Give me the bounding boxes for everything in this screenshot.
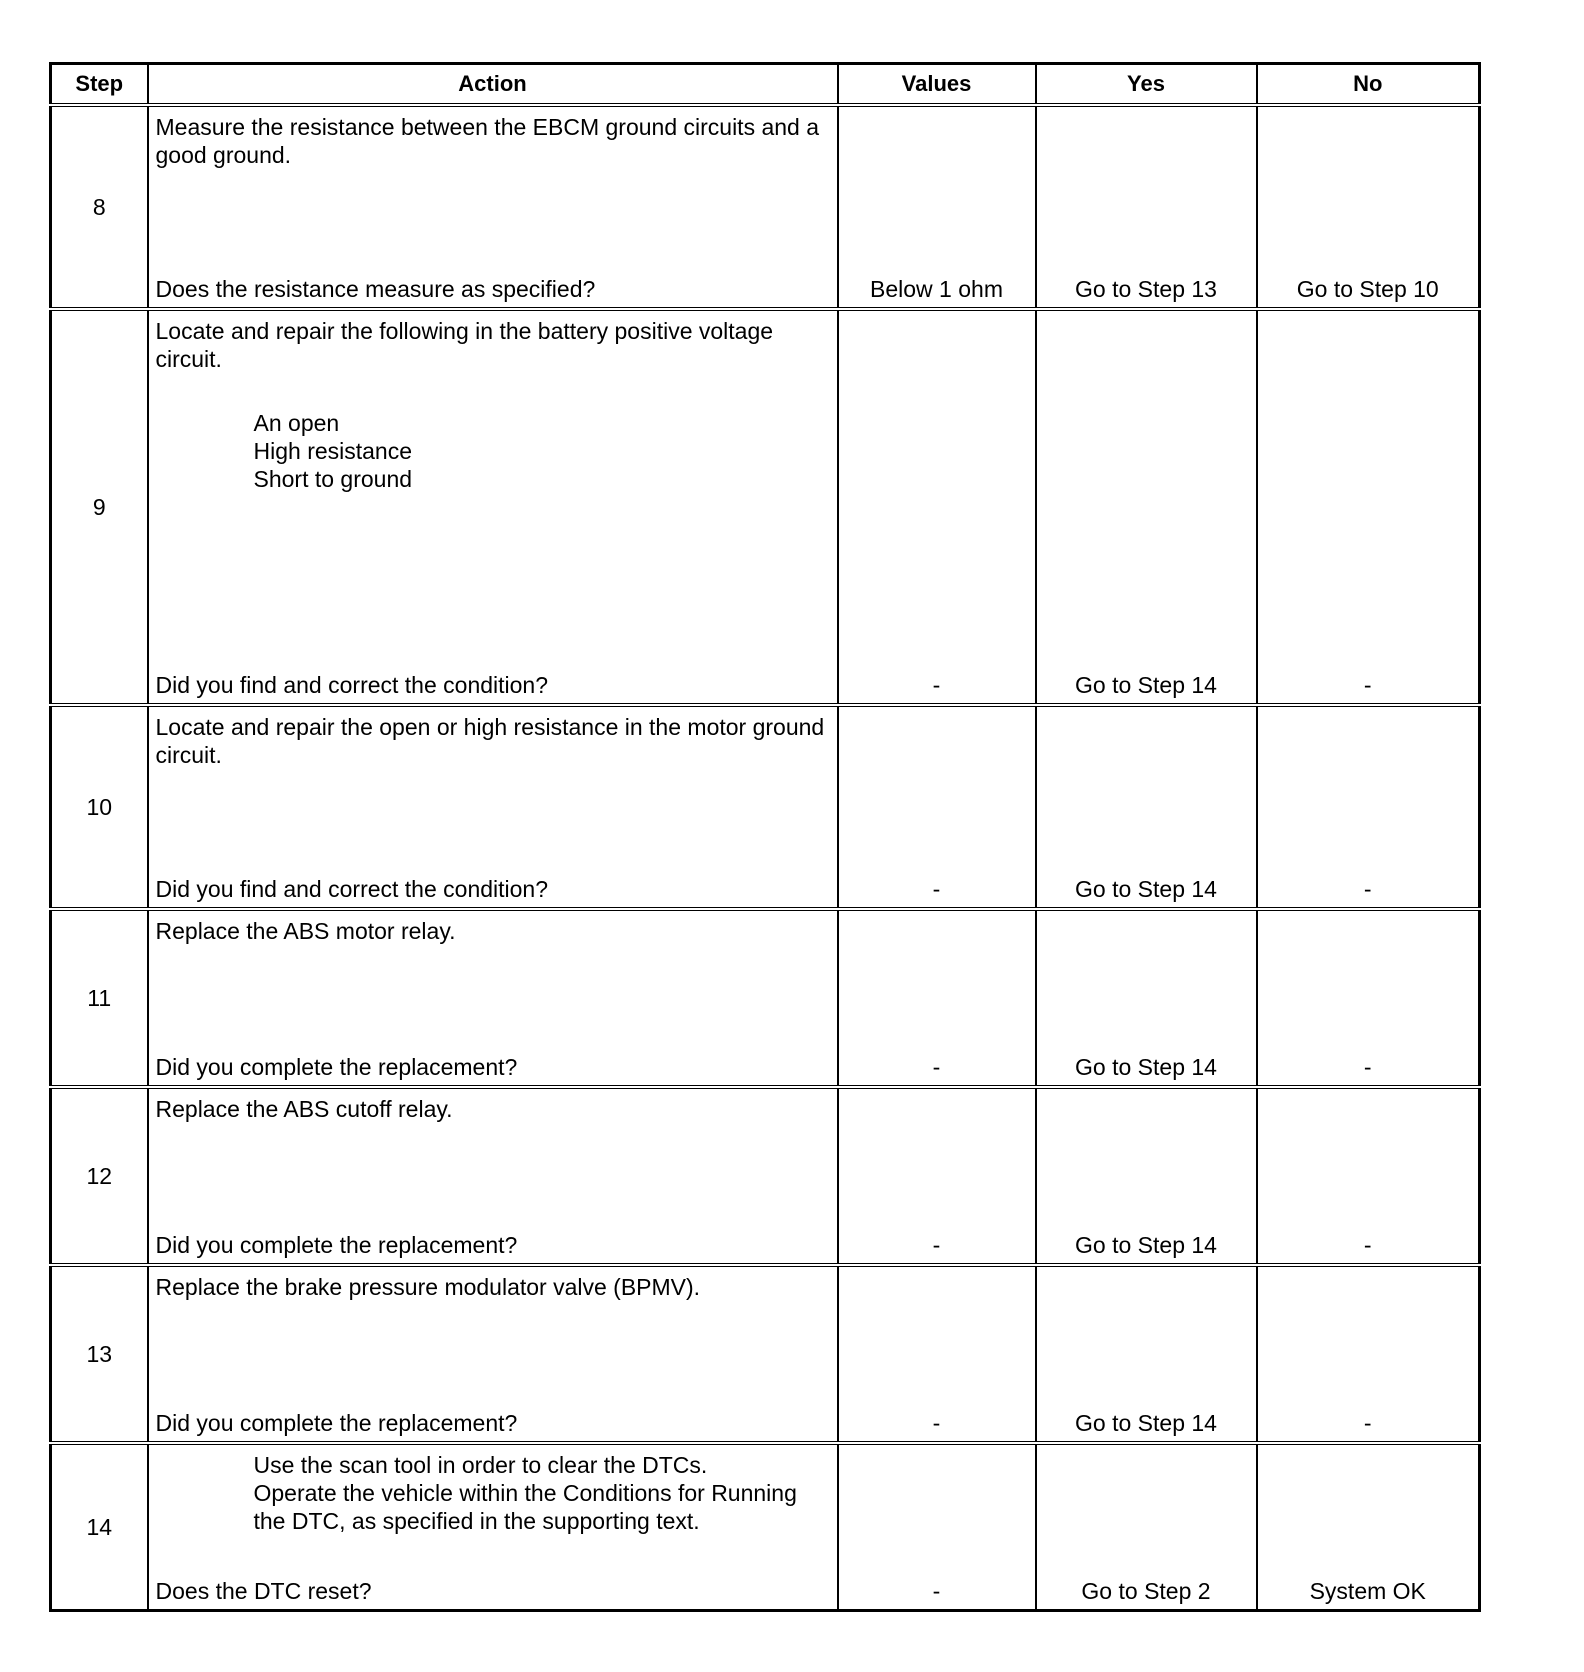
values-cell [838, 105, 1036, 309]
action-text: Replace the ABS cutoff relay. [155, 1096, 453, 1122]
action-cell [148, 1443, 838, 1611]
list-item: Short to ground [253, 466, 413, 492]
header-action: Action [148, 64, 838, 106]
yes-cell [1036, 909, 1257, 1087]
table-row [51, 309, 1480, 705]
no-cell [1257, 309, 1480, 705]
yes-text: Go to Step 13 [1075, 276, 1217, 302]
values-cell [838, 1443, 1036, 1611]
step-number: 12 [51, 1087, 148, 1265]
yes-cell [1036, 1087, 1257, 1265]
yes-text: Go to Step 14 [1075, 1232, 1217, 1258]
table-body [51, 105, 1480, 1611]
action-question: Did you find and correct the condition? [155, 672, 549, 698]
action-text: Replace the brake pressure modulator valve (BPMV). [155, 1274, 701, 1300]
no-cell [1257, 1265, 1480, 1443]
list-item: Operate the vehicle within the Conditions for Running the DTC, as specified in the supporting text. [253, 1480, 797, 1534]
action-cell [148, 705, 838, 909]
yes-text: Go to Step 14 [1075, 1054, 1217, 1080]
yes-cell [1036, 1265, 1257, 1443]
action-question: Does the resistance measure as specified? [155, 276, 596, 302]
action-cell [148, 909, 838, 1087]
table-row [51, 1443, 1480, 1611]
values-text: - [932, 672, 941, 698]
action-question: Does the DTC reset? [155, 1578, 372, 1604]
list-item: An open [253, 410, 340, 436]
step-number: 9 [51, 309, 148, 705]
table-row [51, 909, 1480, 1087]
table-row [51, 705, 1480, 909]
yes-cell [1036, 1443, 1257, 1611]
action-list [156, 1451, 829, 1535]
list-item: Use the scan tool in order to clear the DTCs. [253, 1452, 708, 1478]
yes-cell [1036, 309, 1257, 705]
action-cell [148, 1087, 838, 1265]
values-text: - [932, 1578, 941, 1604]
action-cell [148, 1265, 838, 1443]
action-question: Did you complete the replacement? [155, 1054, 518, 1080]
table-row [51, 1265, 1480, 1443]
header-step: Step [51, 64, 148, 106]
values-text: - [932, 1054, 941, 1080]
step-number: 11 [51, 909, 148, 1087]
yes-text: Go to Step 2 [1081, 1578, 1211, 1604]
no-text: - [1363, 1232, 1372, 1258]
action-text: Locate and repair the open or high resistance in the motor ground circuit. [155, 714, 825, 768]
action-cell [148, 309, 838, 705]
values-text: - [932, 1232, 941, 1258]
yes-text: Go to Step 14 [1075, 672, 1217, 698]
header-yes: Yes [1036, 64, 1257, 106]
header-row [51, 64, 1480, 106]
values-cell [838, 309, 1036, 705]
no-text: - [1363, 1410, 1372, 1436]
action-text: Replace the ABS motor relay. [155, 918, 456, 944]
no-cell [1257, 1443, 1480, 1611]
diagnostic-table [49, 62, 1481, 1612]
list-item: High resistance [253, 438, 413, 464]
no-text: - [1363, 672, 1372, 698]
action-question: Did you complete the replacement? [155, 1232, 518, 1258]
step-number: 10 [51, 705, 148, 909]
step-number: 14 [51, 1443, 148, 1611]
values-text: - [932, 1410, 941, 1436]
table-row [51, 105, 1480, 309]
no-cell [1257, 705, 1480, 909]
step-number: 13 [51, 1265, 148, 1443]
values-cell [838, 1087, 1036, 1265]
no-text: Go to Step 10 [1296, 276, 1439, 302]
no-text: - [1363, 1054, 1372, 1080]
values-text: - [932, 876, 941, 902]
no-cell [1257, 105, 1480, 309]
action-list [156, 409, 829, 493]
no-text: System OK [1309, 1578, 1426, 1604]
values-cell [838, 705, 1036, 909]
values-text: Below 1 ohm [870, 276, 1003, 302]
values-cell [838, 1265, 1036, 1443]
yes-text: Go to Step 14 [1075, 1410, 1217, 1436]
yes-cell [1036, 105, 1257, 309]
step-number: 8 [51, 105, 148, 309]
yes-text: Go to Step 14 [1075, 876, 1217, 902]
action-question: Did you complete the replacement? [155, 1410, 518, 1436]
action-question: Did you find and correct the condition? [155, 876, 549, 902]
table-row [51, 1087, 1480, 1265]
action-text: Measure the resistance between the EBCM ground circuits and a good ground. [155, 114, 820, 168]
header-values: Values [838, 64, 1036, 106]
action-cell [148, 105, 838, 309]
values-cell [838, 909, 1036, 1087]
no-text: - [1363, 876, 1372, 902]
no-cell [1257, 909, 1480, 1087]
yes-cell [1036, 705, 1257, 909]
header-no: No [1257, 64, 1480, 106]
no-cell [1257, 1087, 1480, 1265]
action-text: Locate and repair the following in the battery positive voltage circuit. [155, 318, 774, 372]
